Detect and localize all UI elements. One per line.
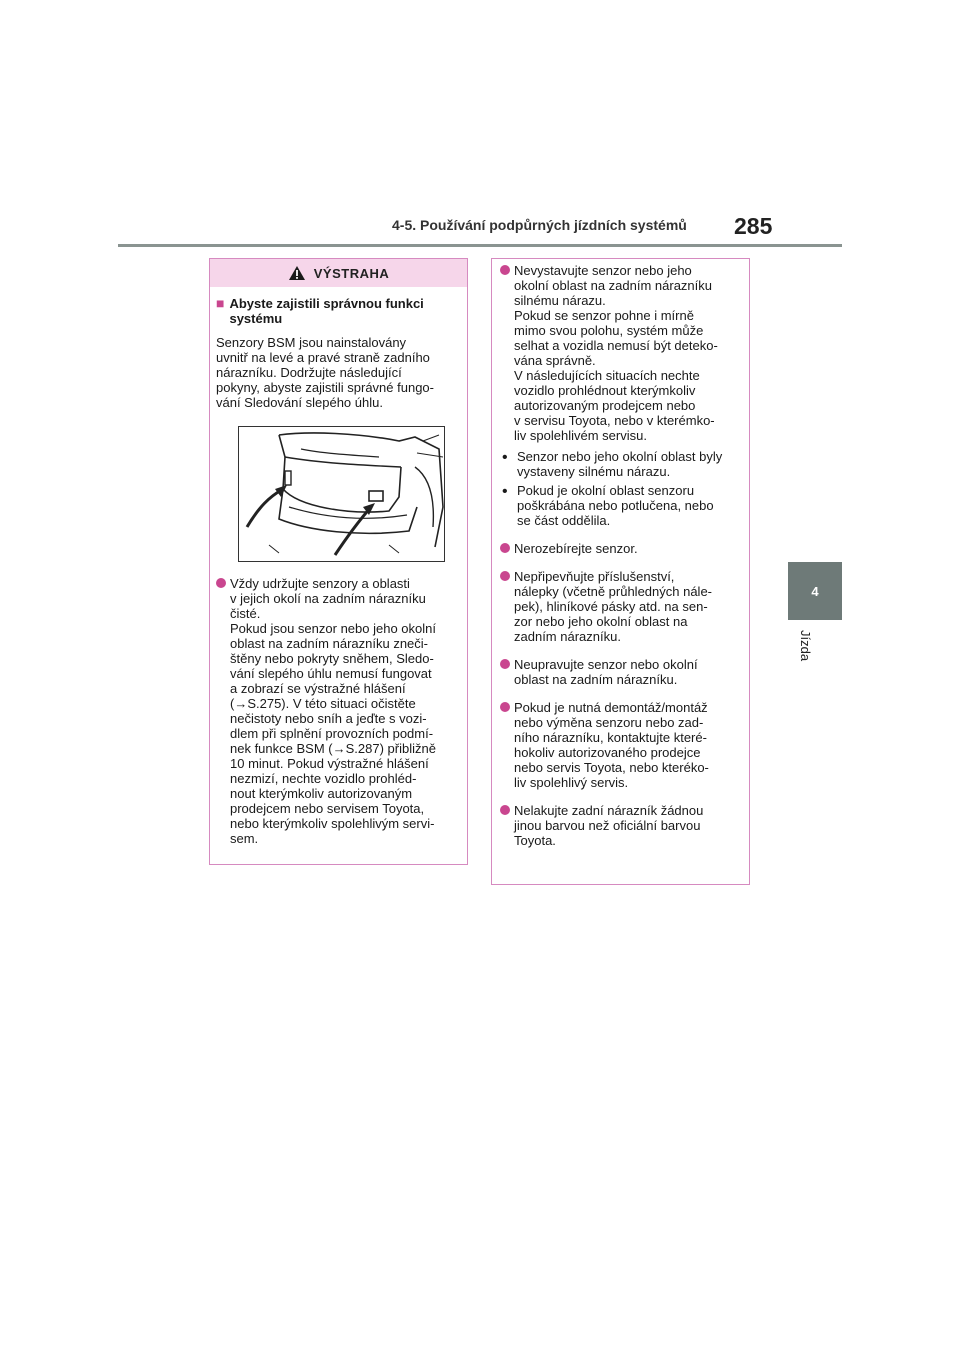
warning-heading-text: Abyste zajistili správnou funkci systému bbox=[229, 296, 424, 326]
bullet-item bbox=[500, 700, 739, 790]
sub-bullet-text: Pokud je okolní oblast senzoru poškrábána nebo potlučena, nebo se část oddělila. bbox=[517, 483, 714, 528]
caution-continued-box bbox=[491, 258, 750, 885]
bullet-text: Nerozebírejte senzor. bbox=[514, 541, 638, 556]
bullet-dot-icon bbox=[500, 543, 510, 553]
warning-intro: Senzory BSM jsou nainstalovány uvnitř na levé a pravé straně zadního nárazníku. Dodržujte následující pokyny, abyste zajistili správné fungo- vání Sledování slepého úhlu. bbox=[216, 335, 434, 410]
bullet-dot-icon bbox=[500, 805, 510, 815]
bullet-item bbox=[500, 541, 739, 556]
bullet-text: Nepřipevňujte příslušenství, nálepky (včetně průhledných nále- pek), hliníkové pásky atd. na sen- zor nebo jeho okolní oblast na zadním nárazníku. bbox=[514, 569, 713, 644]
bullet-item bbox=[500, 263, 739, 443]
warning-header bbox=[210, 259, 467, 287]
sub-bullet-text: Senzor nebo jeho okolní oblast byly vystaveny silnému nárazu. bbox=[517, 449, 723, 479]
sub-bullet-mark: • bbox=[502, 449, 508, 466]
bullet-item bbox=[500, 803, 739, 848]
bullet-dot-icon bbox=[500, 265, 510, 275]
bullet-dot-icon bbox=[500, 702, 510, 712]
chapter-tab bbox=[788, 562, 842, 620]
bullet-item bbox=[500, 569, 739, 644]
warning-box bbox=[209, 258, 468, 865]
bullet-item bbox=[500, 657, 739, 687]
warning-bullet-text: Vždy udržujte senzory a oblasti v jejich okolí na zadním nárazníku čisté. Pokud jsou senzor nebo jeho okolní oblast na zadním nárazníku zneči- štěny nebo pokryty sněhem, Sledo- vání slepého úhlu nemusí fungovat a zobrazí se výstražné hlášení (→S.275). V této situaci očistěte nečistoty nebo sníh a jeďte s vozi- dlem při splnění provozních podmí- nek funkce BSM (→S.287) přibližně 10 minut. Pokud výstražné hlášení nezmizí, nechte vozidlo prohléd- nout kterýmkoliv autorizovaným prodejcem nebo servisem Toyota, nebo kterýmkoliv spolehlivým servi- sem. bbox=[230, 576, 436, 846]
page-number: 285 bbox=[734, 213, 773, 239]
warning-bullet bbox=[216, 576, 457, 846]
bullet-text: Neupravujte senzor nebo okolní oblast na zadním nárazníku. bbox=[514, 657, 698, 687]
chapter-label: Jízda bbox=[798, 630, 813, 662]
bullet-dot-icon bbox=[216, 578, 226, 588]
car-rear-sensor-icon bbox=[239, 427, 444, 561]
header-divider bbox=[118, 244, 842, 247]
bullet-dot-icon bbox=[500, 571, 510, 581]
bullet-text: Pokud je nutná demontáž/montáž nebo výměna senzoru nebo zad- ního nárazníku, kontaktujte které- hokoliv autorizovaného prodejce nebo servis Toyota, nebo kteréko- liv spolehlivý servis. bbox=[514, 700, 709, 790]
sub-bullet-item bbox=[500, 449, 739, 479]
section-title: 4-5. Používání podpůrných jízdních systémů bbox=[392, 217, 687, 233]
warning-title: VÝSTRAHA bbox=[313, 265, 390, 281]
warning-heading bbox=[216, 296, 457, 326]
sub-bullet-mark: • bbox=[502, 483, 508, 500]
bullet-text: Nelakujte zadní nárazník žádnou jinou barvou než oficiální barvou Toyota. bbox=[514, 803, 704, 848]
rear-bumper-illustration bbox=[238, 426, 445, 562]
bullet-dot-icon bbox=[500, 659, 510, 669]
bullet-text: Nevystavujte senzor nebo jeho okolní oblast na zadním nárazníku silnému nárazu. Pokud se senzor pohne i mírně mimo svou polohu, systém může selhat a vozidla nemusí být deteko- vána správně. V následujících situacích nechte vozidlo prohlédnout kterýmkoliv autorizovaným prodejcem nebo v servisu Toyota, nebo v kterémko- liv spolehlivém servisu. bbox=[514, 263, 718, 443]
warning-triangle-icon bbox=[288, 265, 306, 281]
chapter-number: 4 bbox=[811, 583, 819, 599]
square-bullet-icon: ■ bbox=[216, 295, 225, 311]
sub-bullet-item bbox=[500, 483, 739, 528]
